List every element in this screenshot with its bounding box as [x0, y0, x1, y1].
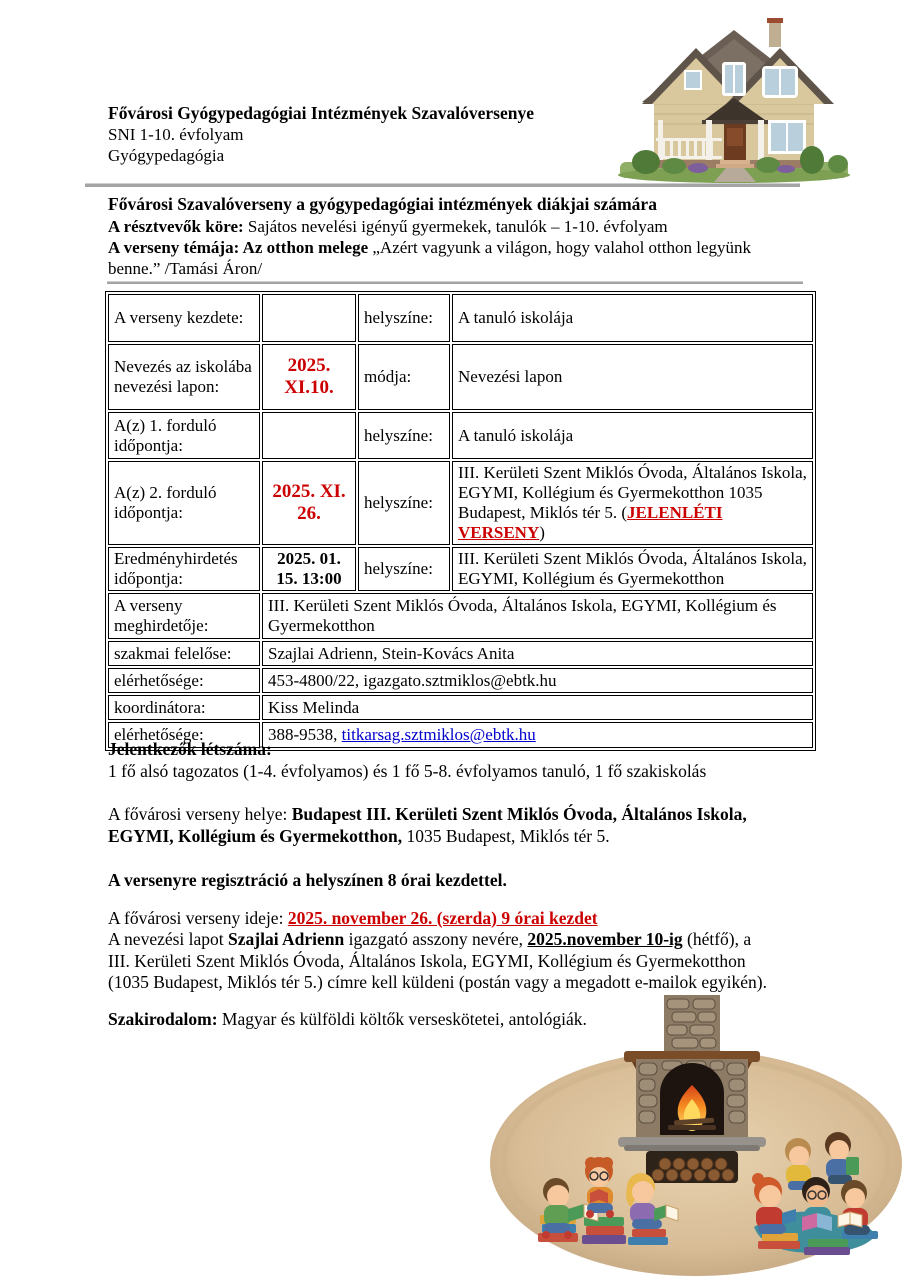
document-subtitle-2: Gyógypedagógia: [108, 146, 225, 165]
table-row: [108, 461, 813, 545]
venue-label: A fővárosi verseny helye:: [108, 804, 292, 824]
row-date: [262, 294, 356, 342]
row-key: helyszíne:: [358, 461, 450, 545]
row-date: 2025. XI.10.: [262, 344, 356, 410]
row-value: 453-4800/22, igazgato.sztmiklos@ebtk.hu: [262, 668, 813, 693]
row-key: helyszíne:: [358, 412, 450, 459]
table-row: [108, 344, 813, 410]
theme-quote-line1: „Azért vagyunk a világon, hogy valahol otthon legyünk: [372, 238, 752, 257]
document-title: Fővárosi Gyógypedagógiai Intézmények Szavalóversenye: [108, 103, 534, 123]
theme-line: [108, 237, 823, 279]
row-key: helyszíne:: [358, 294, 450, 342]
row-date: 2025. XI. 26.: [262, 461, 356, 545]
fireplace-scene: [486, 995, 905, 1278]
registration-note: A versenyre regisztráció a helyszínen 8 órai kezdettel.: [108, 870, 507, 890]
table-row: [108, 668, 813, 693]
table-row: [108, 593, 813, 639]
body-text-section: [108, 739, 826, 1030]
entry-deadline: 2025.november 10-ig: [527, 929, 683, 949]
venue-name-line1: Budapest III. Kerületi Szent Miklós Óvoda, Általános Iskola,: [291, 804, 747, 824]
row-label: koordinátora:: [108, 695, 260, 720]
entry-instructions: [108, 929, 826, 994]
intro-section: [108, 194, 823, 279]
document-subtitle-1: SNI 1-10. évfolyam: [108, 125, 244, 144]
row-value: Kiss Melinda: [262, 695, 813, 720]
row-value: Nevezési lapon: [452, 344, 813, 410]
row-value: Szajlai Adrienn, Stein-Kovács Anita: [262, 641, 813, 666]
document-header: [108, 103, 668, 166]
row-value: [452, 461, 813, 545]
row-value: III. Kerületi Szent Miklós Óvoda, Általános Iskola, EGYMI, Kollégium és Gyermekotthon: [262, 593, 813, 639]
competition-schedule-table: [105, 291, 816, 751]
date-label: A fővárosi verseny ideje:: [108, 907, 288, 928]
row-label: elérhetősége:: [108, 722, 260, 748]
venue-paragraph: [108, 804, 826, 847]
theme-label: A verseny témája: Az otthon melege: [108, 238, 373, 257]
row-date: 2025. 01. 15. 13:00: [262, 547, 356, 591]
applicants-heading: Jelentkezők létszáma:: [108, 739, 272, 759]
table-row: [108, 547, 813, 591]
literature-label: Szakirodalom:: [108, 1008, 218, 1029]
director-name: Szajlai Adrienn: [228, 929, 345, 949]
row-label: szakmai felelőse:: [108, 641, 260, 666]
table-row: [108, 294, 813, 342]
venue-text-end: ): [539, 523, 545, 542]
row-value: A tanuló iskolája: [452, 412, 813, 459]
entry-mid: igazgató asszony nevére,: [344, 929, 528, 949]
entry-line3: (1035 Budapest, Miklós tér 5.) címre kell küldeni (postán vagy a megadott e-mailok egyikén).: [108, 972, 768, 992]
phone-text: 388-9538,: [268, 725, 342, 744]
row-date: [262, 412, 356, 459]
table-row: [108, 641, 813, 666]
row-key: módja:: [358, 344, 450, 410]
row-label: A verseny kezdete:: [108, 294, 260, 342]
row-key: helyszíne:: [358, 547, 450, 591]
row-value: A tanuló iskolája: [452, 294, 813, 342]
row-label: Nevezés az iskolába nevezési lapon:: [108, 344, 260, 410]
venue-name-line2: EGYMI, Kollégium és Gyermekotthon,: [108, 825, 403, 846]
table-row: [108, 412, 813, 459]
entry-pre: A nevezési lapot: [108, 929, 229, 949]
row-label: Eredményhirdetés időpontja:: [108, 547, 260, 591]
row-label: A(z) 1. forduló időpontja:: [108, 412, 260, 459]
row-label: A verseny meghirdetője:: [108, 593, 260, 639]
entry-line2: III. Kerületi Szent Miklós Óvoda, Általános Iskola, EGYMI, Kollégium és Gyermekotthon: [108, 950, 746, 971]
literature-text: Magyar és külföldi költők verseskötetei, antológiák.: [217, 1008, 587, 1029]
fireplace-children-illustration: [486, 995, 905, 1278]
participants-text: Sajátos nevelési igényű gyermekek, tanulók – 1-10. évfolyam: [243, 217, 668, 236]
row-label: elérhetősége:: [108, 668, 260, 693]
row-label: A(z) 2. forduló időpontja:: [108, 461, 260, 545]
secretary-email-link[interactable]: titkarsag.sztmiklos@ebtk.hu: [341, 725, 536, 744]
date-value-highlight: 2025. november 26. (szerda) 9 órai kezdet: [287, 907, 598, 928]
presence-competition-highlight: JELENLÉTI VERSENY: [458, 503, 723, 542]
theme-quote-line2: benne.” /Tamási Áron/: [108, 259, 263, 278]
row-value: III. Kerületi Szent Miklós Óvoda, Általános Iskola, EGYMI, Kollégium és Gyermekotthon: [452, 547, 813, 591]
venue-address: 1035 Budapest, Miklós tér 5.: [402, 825, 610, 846]
competition-date-line: [108, 908, 826, 930]
entry-line1-end: (hétfő), a: [682, 929, 752, 949]
participants-line: [108, 216, 823, 237]
separator-line-top: [85, 183, 800, 187]
venue-text: III. Kerületi Szent Miklós Óvoda, Általános Iskola, EGYMI, Kollégium és Gyermekotthon 1035 Budapest, Miklós tér 5. (: [458, 463, 807, 522]
separator-line-table: [107, 281, 803, 284]
applicants-text: 1 fő alsó tagozatos (1-4. évfolyamos) és 1 fő 5-8. évfolyamos tanuló, 1 fő szakiskolás: [108, 760, 707, 781]
table-row: [108, 695, 813, 720]
intro-heading: Fővárosi Szavalóverseny a gyógypedagógiai intézmények diákjai számára: [108, 194, 657, 214]
participants-label: A résztvevők köre:: [108, 217, 244, 236]
